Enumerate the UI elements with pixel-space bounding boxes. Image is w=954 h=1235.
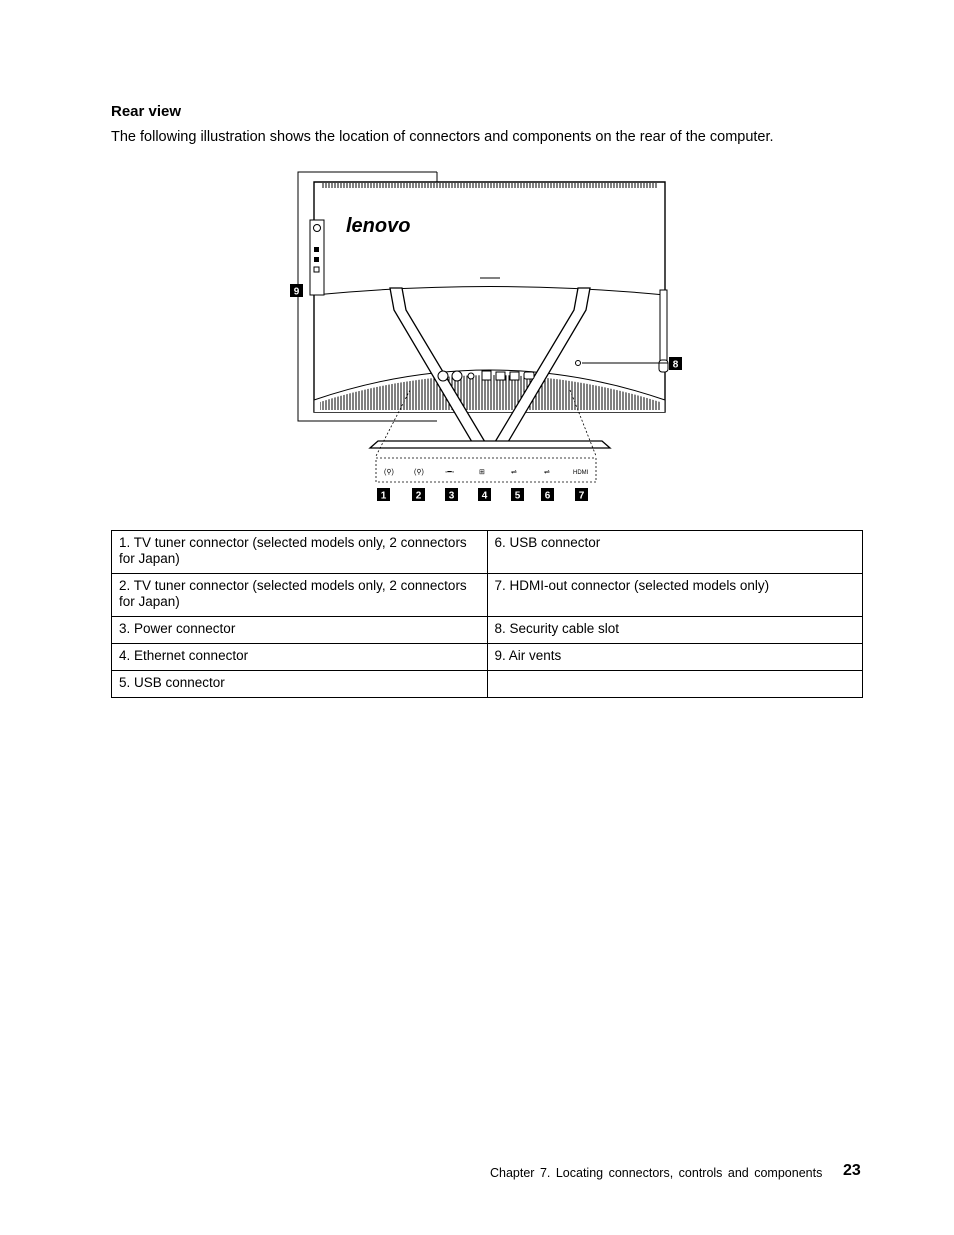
- top-vent: [322, 183, 658, 188]
- svg-text:HDMI: HDMI: [573, 470, 589, 476]
- table-cell: 6. USB connector: [487, 531, 863, 574]
- footer-chapter-title: Chapter 7. Locating connectors, controls and components: [490, 1166, 823, 1180]
- svg-text:◦━◦: ◦━◦: [445, 469, 455, 476]
- svg-text:4: 4: [481, 490, 488, 502]
- svg-text:⇌: ⇌: [544, 469, 550, 476]
- table-cell: 8. Security cable slot: [487, 617, 863, 644]
- table-cell: 4. Ethernet connector: [112, 644, 488, 671]
- svg-text:⇌: ⇌: [511, 469, 517, 476]
- table-cell: 3. Power connector: [112, 617, 488, 644]
- lenovo-logo: [346, 215, 410, 237]
- callout-badge-4: [478, 488, 491, 502]
- table-cell: 9. Air vents: [487, 644, 863, 671]
- callout-badge-2: [412, 488, 425, 502]
- callout-badge-6: [541, 488, 554, 502]
- svg-text:⊞: ⊞: [479, 469, 485, 476]
- table-row: [112, 617, 863, 644]
- connector-legend-table: [111, 530, 863, 698]
- table-cell: [487, 671, 863, 698]
- page-number: 23: [843, 1162, 861, 1179]
- svg-text:6: 6: [544, 490, 551, 502]
- table-row: [112, 531, 863, 574]
- callout-badge-7: [575, 488, 588, 502]
- table-cell: 7. HDMI-out connector (selected models only): [487, 574, 863, 617]
- svg-text:5: 5: [514, 490, 521, 502]
- table-cell: 5. USB connector: [112, 671, 488, 698]
- callout-badge-3: [445, 488, 458, 502]
- rear-view-illustration: [280, 160, 700, 510]
- table-cell: 2. TV tuner connector (selected models only, 2 connectors for Japan): [112, 574, 488, 617]
- svg-text:9: 9: [293, 286, 300, 298]
- svg-text:1: 1: [380, 490, 387, 502]
- callout-badge-8: [669, 357, 682, 371]
- svg-text:(⚲): (⚲): [414, 469, 424, 476]
- svg-text:8: 8: [672, 359, 679, 371]
- callout-badge-1: [377, 488, 390, 502]
- callout-badge-5: [511, 488, 524, 502]
- rear-view-heading: Rear view: [111, 103, 182, 120]
- table-row: [112, 671, 863, 698]
- table-row: [112, 644, 863, 671]
- connector-detail: [376, 458, 596, 482]
- svg-text:lenovo: lenovo: [346, 215, 411, 237]
- svg-text:7: 7: [578, 490, 585, 502]
- svg-text:(⚲): (⚲): [384, 469, 394, 476]
- svg-text:3: 3: [448, 490, 455, 502]
- table-cell: 1. TV tuner connector (selected models only, 2 connectors for Japan): [112, 531, 488, 574]
- table-row: [112, 574, 863, 617]
- callout-badge-9: [290, 284, 303, 298]
- intro-paragraph: The following illustration shows the location of connectors and components on the rear of the computer.: [111, 129, 774, 145]
- svg-text:2: 2: [415, 490, 422, 502]
